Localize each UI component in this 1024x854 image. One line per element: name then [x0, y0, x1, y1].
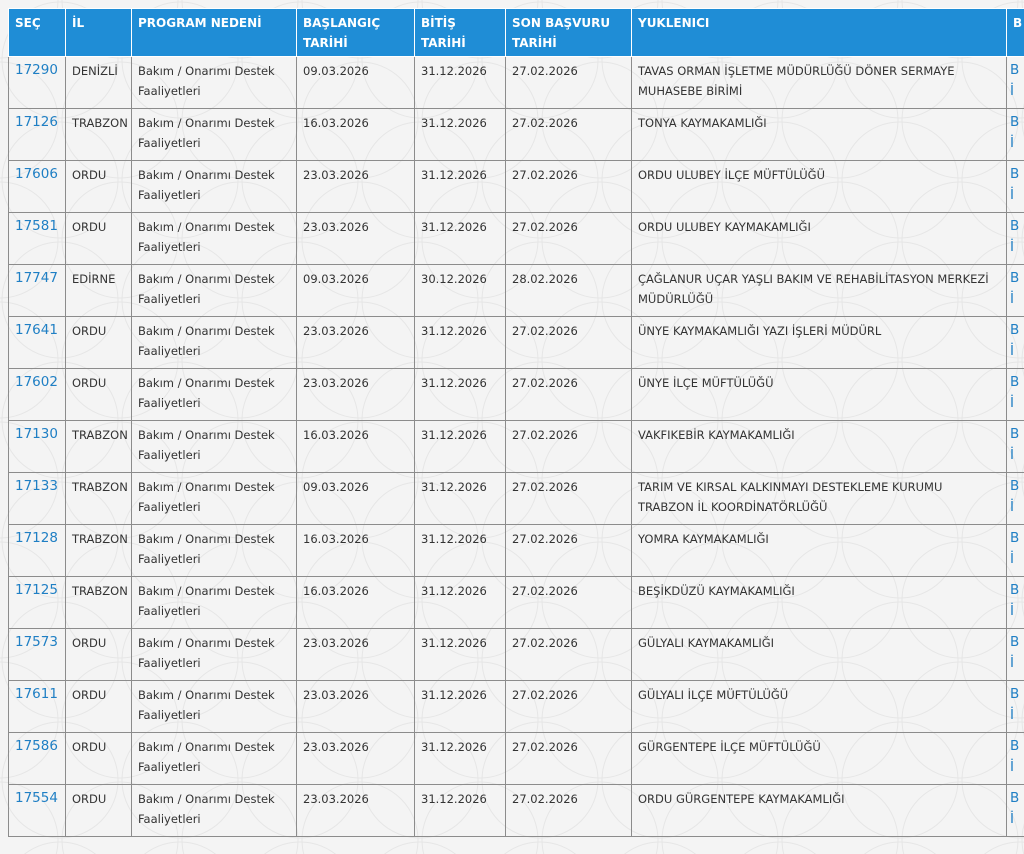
row-cut-off-link[interactable] [1007, 213, 1024, 265]
row-cut-off-link[interactable] [1007, 785, 1024, 837]
header-sec[interactable]: SEÇ [9, 9, 66, 57]
row-id-link[interactable]: 17602 [9, 369, 66, 421]
row-cut-off-top: B [1010, 426, 1020, 442]
row-id-link[interactable]: 17611 [9, 681, 66, 733]
row-il: ORDU [66, 369, 132, 421]
row-il: ORDU [66, 317, 132, 369]
row-cut-off-bottom: İ [1010, 447, 1014, 463]
header-son-basvuru[interactable]: SON BAŞVURU TARİHİ [506, 9, 632, 57]
row-bitis: 31.12.2026 [415, 785, 506, 837]
row-cut-off-bottom: İ [1010, 291, 1014, 307]
row-baslangic: 23.03.2026 [297, 161, 415, 213]
row-cut-off-top: B [1010, 478, 1020, 494]
header-cut-off[interactable]: B [1007, 9, 1024, 57]
row-yuklenici: YOMRA KAYMAKAMLIĞI [632, 525, 1007, 577]
row-id-link[interactable]: 17125 [9, 577, 66, 629]
table-row [9, 265, 1024, 317]
row-yuklenici: ORDU GÜRGENTEPE KAYMAKAMLIĞI [632, 785, 1007, 837]
row-cut-off-bottom: İ [1010, 135, 1014, 151]
row-program: Bakım / Onarımı Destek Faaliyetleri [132, 629, 297, 681]
row-id-link[interactable]: 17128 [9, 525, 66, 577]
row-baslangic: 09.03.2026 [297, 473, 415, 525]
row-son-basvuru: 27.02.2026 [506, 473, 632, 525]
row-cut-off-link[interactable] [1007, 733, 1024, 785]
row-baslangic: 09.03.2026 [297, 265, 415, 317]
row-yuklenici: GÜLYALI İLÇE MÜFTÜLÜĞÜ [632, 681, 1007, 733]
row-cut-off-bottom: İ [1010, 187, 1014, 203]
row-il: TRABZON [66, 525, 132, 577]
row-il: ORDU [66, 785, 132, 837]
row-yuklenici: TONYA KAYMAKAMLIĞI [632, 109, 1007, 161]
row-cut-off-bottom: İ [1010, 83, 1014, 99]
row-son-basvuru: 27.02.2026 [506, 57, 632, 109]
row-yuklenici: VAKFIKEBİR KAYMAKAMLIĞI [632, 421, 1007, 473]
row-cut-off-link[interactable] [1007, 421, 1024, 473]
row-cut-off-link[interactable] [1007, 317, 1024, 369]
header-bitis[interactable]: BİTİŞ TARİHİ [415, 9, 506, 57]
row-il: DENİZLİ [66, 57, 132, 109]
table-row [9, 733, 1024, 785]
row-bitis: 31.12.2026 [415, 525, 506, 577]
row-cut-off-bottom: İ [1010, 759, 1014, 775]
row-cut-off-top: B [1010, 582, 1020, 598]
row-il: TRABZON [66, 473, 132, 525]
row-il: ORDU [66, 629, 132, 681]
row-bitis: 31.12.2026 [415, 577, 506, 629]
row-il: TRABZON [66, 109, 132, 161]
row-cut-off-top: B [1010, 62, 1020, 78]
row-program: Bakım / Onarımı Destek Faaliyetleri [132, 473, 297, 525]
row-cut-off-link[interactable] [1007, 369, 1024, 421]
row-baslangic: 16.03.2026 [297, 577, 415, 629]
table-row [9, 785, 1024, 837]
row-son-basvuru: 27.02.2026 [506, 525, 632, 577]
row-son-basvuru: 27.02.2026 [506, 161, 632, 213]
row-yuklenici: GÜRGENTEPE İLÇE MÜFTÜLÜĞÜ [632, 733, 1007, 785]
row-program: Bakım / Onarımı Destek Faaliyetleri [132, 785, 297, 837]
header-il[interactable]: İL [66, 9, 132, 57]
row-bitis: 31.12.2026 [415, 421, 506, 473]
row-son-basvuru: 27.02.2026 [506, 369, 632, 421]
row-cut-off-top: B [1010, 166, 1020, 182]
table-row [9, 369, 1024, 421]
row-id-link[interactable]: 17130 [9, 421, 66, 473]
row-yuklenici: TARIM VE KIRSAL KALKINMAYI DESTEKLEME KURUMU TRABZON İL KOORDİNATÖRLÜĞÜ [632, 473, 1007, 525]
row-son-basvuru: 27.02.2026 [506, 733, 632, 785]
row-bitis: 31.12.2026 [415, 57, 506, 109]
row-cut-off-bottom: İ [1010, 707, 1014, 723]
row-id-link[interactable]: 17554 [9, 785, 66, 837]
row-bitis: 31.12.2026 [415, 681, 506, 733]
row-son-basvuru: 27.02.2026 [506, 109, 632, 161]
row-bitis: 31.12.2026 [415, 473, 506, 525]
row-bitis: 31.12.2026 [415, 629, 506, 681]
row-cut-off-link[interactable] [1007, 473, 1024, 525]
row-cut-off-top: B [1010, 374, 1020, 390]
row-program: Bakım / Onarımı Destek Faaliyetleri [132, 733, 297, 785]
row-program: Bakım / Onarımı Destek Faaliyetleri [132, 213, 297, 265]
header-yuklenici[interactable]: YUKLENICI [632, 9, 1007, 57]
table-row [9, 629, 1024, 681]
header-baslangic[interactable]: BAŞLANGIÇ TARİHİ [297, 9, 415, 57]
row-cut-off-link[interactable] [1007, 525, 1024, 577]
row-bitis: 31.12.2026 [415, 317, 506, 369]
table-row [9, 473, 1024, 525]
row-cut-off-link[interactable] [1007, 57, 1024, 109]
table-row [9, 213, 1024, 265]
row-son-basvuru: 27.02.2026 [506, 213, 632, 265]
row-program: Bakım / Onarımı Destek Faaliyetleri [132, 317, 297, 369]
row-id-link[interactable]: 17747 [9, 265, 66, 317]
row-yuklenici: ÜNYE KAYMAKAMLIĞI YAZI İŞLERİ MÜDÜRL [632, 317, 1007, 369]
row-id-link[interactable]: 17126 [9, 109, 66, 161]
row-program: Bakım / Onarımı Destek Faaliyetleri [132, 161, 297, 213]
row-son-basvuru: 28.02.2026 [506, 265, 632, 317]
row-il: ORDU [66, 161, 132, 213]
row-cut-off-top: B [1010, 530, 1020, 546]
table-row [9, 421, 1024, 473]
row-id-link[interactable]: 17290 [9, 57, 66, 109]
row-cut-off-bottom: İ [1010, 551, 1014, 567]
row-cut-off-bottom: İ [1010, 603, 1014, 619]
row-baslangic: 23.03.2026 [297, 681, 415, 733]
row-id-link[interactable]: 17573 [9, 629, 66, 681]
row-id-link[interactable]: 17586 [9, 733, 66, 785]
table-row [9, 57, 1024, 109]
row-baslangic: 16.03.2026 [297, 421, 415, 473]
row-cut-off-link[interactable] [1007, 577, 1024, 629]
row-cut-off-top: B [1010, 686, 1020, 702]
row-cut-off-top: B [1010, 218, 1020, 234]
row-son-basvuru: 27.02.2026 [506, 317, 632, 369]
row-il: TRABZON [66, 577, 132, 629]
row-cut-off-top: B [1010, 634, 1020, 650]
row-program: Bakım / Onarımı Destek Faaliyetleri [132, 525, 297, 577]
row-son-basvuru: 27.02.2026 [506, 577, 632, 629]
header-program[interactable]: PROGRAM NEDENİ [132, 9, 297, 57]
table-row [9, 109, 1024, 161]
row-son-basvuru: 27.02.2026 [506, 629, 632, 681]
row-yuklenici: GÜLYALI KAYMAKAMLIĞI [632, 629, 1007, 681]
row-baslangic: 23.03.2026 [297, 369, 415, 421]
row-id-link[interactable]: 17641 [9, 317, 66, 369]
row-program: Bakım / Onarımı Destek Faaliyetleri [132, 369, 297, 421]
table-row [9, 525, 1024, 577]
table-body [9, 57, 1024, 837]
row-il: EDİRNE [66, 265, 132, 317]
row-bitis: 31.12.2026 [415, 369, 506, 421]
row-cut-off-top: B [1010, 114, 1020, 130]
row-cut-off-top: B [1010, 270, 1020, 286]
row-bitis: 31.12.2026 [415, 213, 506, 265]
row-baslangic: 23.03.2026 [297, 733, 415, 785]
row-il: ORDU [66, 733, 132, 785]
row-cut-off-bottom: İ [1010, 395, 1014, 411]
row-son-basvuru: 27.02.2026 [506, 785, 632, 837]
row-program: Bakım / Onarımı Destek Faaliyetleri [132, 681, 297, 733]
row-yuklenici: TAVAS ORMAN İŞLETME MÜDÜRLÜĞÜ DÖNER SERMAYE MUHASEBE BİRİMİ [632, 57, 1007, 109]
table-row [9, 681, 1024, 733]
row-baslangic: 23.03.2026 [297, 785, 415, 837]
row-id-link[interactable]: 17606 [9, 161, 66, 213]
row-son-basvuru: 27.02.2026 [506, 681, 632, 733]
row-bitis: 31.12.2026 [415, 733, 506, 785]
row-cut-off-top: B [1010, 790, 1020, 806]
row-cut-off-bottom: İ [1010, 343, 1014, 359]
header-row [9, 9, 1024, 57]
row-bitis: 30.12.2026 [415, 265, 506, 317]
row-yuklenici: ÇAĞLANUR UÇAR YAŞLI BAKIM VE REHABİLİTASYON MERKEZİ MÜDÜRLÜĞÜ [632, 265, 1007, 317]
row-cut-off-link[interactable] [1007, 161, 1024, 213]
row-cut-off-top: B [1010, 738, 1020, 754]
row-cut-off-link[interactable] [1007, 109, 1024, 161]
row-yuklenici: BEŞİKDÜZÜ KAYMAKAMLIĞI [632, 577, 1007, 629]
row-cut-off-link[interactable] [1007, 629, 1024, 681]
row-bitis: 31.12.2026 [415, 161, 506, 213]
tender-table [8, 8, 1024, 837]
row-yuklenici: ÜNYE İLÇE MÜFTÜLÜĞÜ [632, 369, 1007, 421]
row-baslangic: 16.03.2026 [297, 525, 415, 577]
row-cut-off-top: B [1010, 322, 1020, 338]
row-yuklenici: ORDU ULUBEY KAYMAKAMLIĞI [632, 213, 1007, 265]
row-baslangic: 23.03.2026 [297, 213, 415, 265]
row-program: Bakım / Onarımı Destek Faaliyetleri [132, 109, 297, 161]
row-baslangic: 09.03.2026 [297, 57, 415, 109]
table-row [9, 577, 1024, 629]
row-cut-off-link[interactable] [1007, 265, 1024, 317]
row-son-basvuru: 27.02.2026 [506, 421, 632, 473]
row-baslangic: 16.03.2026 [297, 109, 415, 161]
row-id-link[interactable]: 17581 [9, 213, 66, 265]
row-cut-off-bottom: İ [1010, 239, 1014, 255]
row-cut-off-link[interactable] [1007, 681, 1024, 733]
table-row [9, 161, 1024, 213]
row-program: Bakım / Onarımı Destek Faaliyetleri [132, 265, 297, 317]
row-bitis: 31.12.2026 [415, 109, 506, 161]
table-row [9, 317, 1024, 369]
row-baslangic: 23.03.2026 [297, 629, 415, 681]
row-program: Bakım / Onarımı Destek Faaliyetleri [132, 57, 297, 109]
row-il: ORDU [66, 681, 132, 733]
row-program: Bakım / Onarımı Destek Faaliyetleri [132, 421, 297, 473]
row-program: Bakım / Onarımı Destek Faaliyetleri [132, 577, 297, 629]
row-baslangic: 23.03.2026 [297, 317, 415, 369]
row-cut-off-bottom: İ [1010, 499, 1014, 515]
row-cut-off-bottom: İ [1010, 811, 1014, 827]
row-il: TRABZON [66, 421, 132, 473]
row-il: ORDU [66, 213, 132, 265]
row-id-link[interactable]: 17133 [9, 473, 66, 525]
row-yuklenici: ORDU ULUBEY İLÇE MÜFTÜLÜĞÜ [632, 161, 1007, 213]
row-cut-off-bottom: İ [1010, 655, 1014, 671]
